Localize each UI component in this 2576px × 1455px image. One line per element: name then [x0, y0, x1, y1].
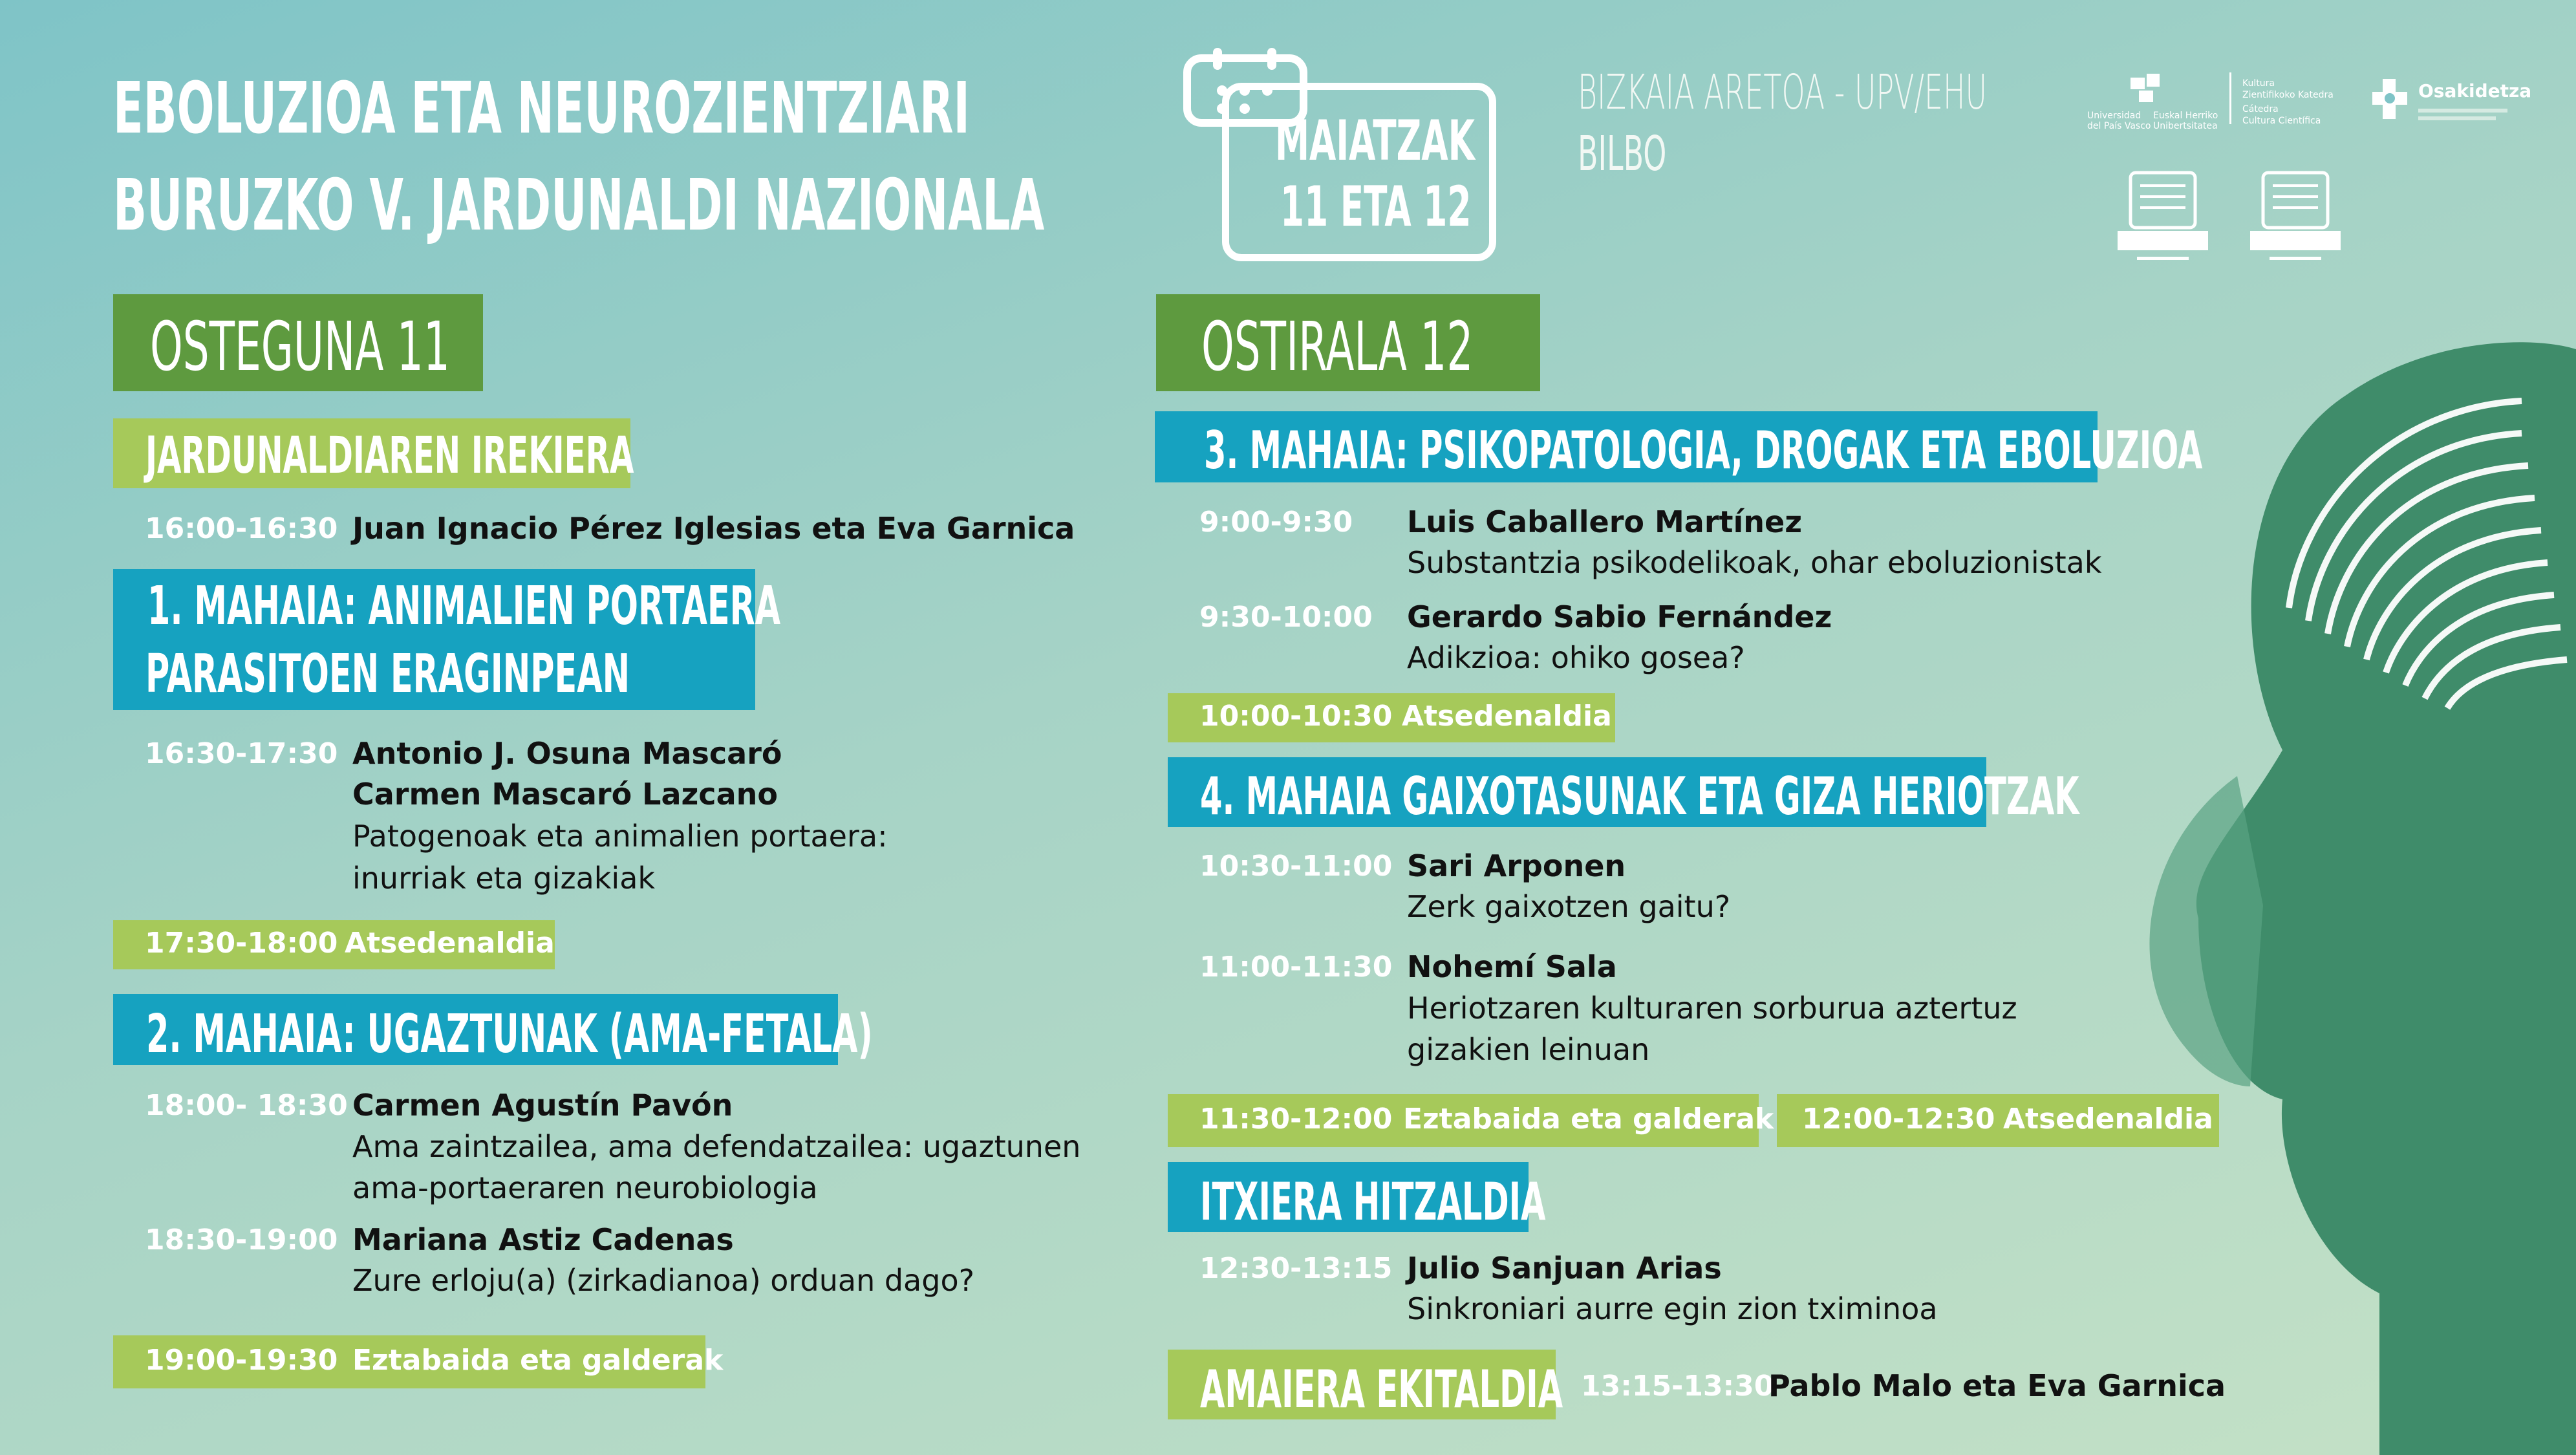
head-silhouette-graphic — [2069, 194, 2576, 1455]
katedra-text-1: Kultura — [2242, 78, 2275, 89]
panel4-t2-speaker: Nohemí Sala — [1407, 949, 1617, 984]
osakidetza-logo-icon — [2370, 76, 2410, 122]
gobierno-vasco-seal-2 — [2247, 169, 2344, 266]
panel4-t2-talk-line-1: Heriotzaren kulturaren sorburua aztertuz — [1407, 991, 2017, 1026]
closing-speaker: Pablo Malo eta Eva Garnica — [1768, 1368, 2226, 1403]
katedra-text-4: Cultura Científica — [2242, 116, 2321, 126]
panel1-label-line-1: 1. MAHAIA: ANIMALIEN PORTAERA — [147, 576, 781, 637]
panel4-t1-talk: Zerk gaixotzen gaitu? — [1407, 889, 1731, 924]
event-title-line-1: EBOLUZIOA ETA NEUROZIENTZIARI — [113, 67, 970, 149]
closing-talk-speaker: Julio Sanjuan Arias — [1407, 1251, 1722, 1286]
katedra-text-2: Zientifikoko Katedra — [2242, 90, 2334, 100]
closing-talk-title: Sinkroniari aurre egin zion tximinoa — [1407, 1291, 1938, 1326]
panel2-t2-speaker: Mariana Astiz Cadenas — [352, 1222, 734, 1257]
panel3-t2-talk: Adikzioa: ohiko gosea? — [1407, 640, 1745, 675]
panel2-t1-time: 18:00- 18:30 — [145, 1089, 348, 1122]
panel1-talk-line-1: Patogenoak eta animalien portaera: — [352, 819, 888, 854]
date-line-1: MAIATZAK — [1275, 109, 1475, 173]
panel3-t1-talk: Substantzia psikodelikoak, ohar eboluzionistak — [1407, 545, 2102, 580]
opening-time: 16:00-16:30 — [145, 512, 338, 545]
closing-label: AMAIERA EKITALDIA — [1200, 1359, 1563, 1419]
upv-text-1: Universidad — [2087, 111, 2141, 121]
panel3-label: 3. MAHAIA: PSIKOPATOLOGIA, DROGAK ETA EBOLUZIOA — [1204, 420, 2203, 480]
ehu-text-1: Euskal Herriko — [2153, 111, 2218, 121]
ehu-text-2: Unibertsitatea — [2153, 121, 2218, 131]
panel3-t2-time: 9:30-10:00 — [1199, 601, 1373, 634]
katedra-text-3: Cátedra — [2242, 104, 2279, 114]
day1-debate-time: 19:00-19:30 — [145, 1344, 338, 1377]
upv-ehu-logo — [2127, 71, 2166, 107]
panel1-label-line-2: PARASITOEN ERAGINPEAN — [145, 643, 630, 705]
venue-line-1: BIZKAIA ARETOA - UPV/EHU — [1578, 65, 1988, 120]
panel2-t1-talk-line-1: Ama zaintzailea, ama defendatzailea: ugaztunen — [352, 1129, 1081, 1164]
panel3-t1-time: 9:00-9:30 — [1199, 506, 1353, 539]
closing-time: 13:15-13:30 — [1581, 1370, 1774, 1403]
day2-debate-label: Eztabaida eta galderak — [1403, 1103, 1774, 1136]
logo-divider — [2229, 72, 2231, 124]
venue-line-2: BILBO — [1578, 126, 1667, 182]
day2-break2-label: Atsedenaldia — [2003, 1103, 2213, 1136]
date-line-2: 11 ETA 12 — [1280, 175, 1472, 239]
gobierno-vasco-seal-1 — [2114, 169, 2211, 266]
panel4-t1-speaker: Sari Arponen — [1407, 848, 1626, 883]
closing-talk-label: ITXIERA HITZALDIA — [1200, 1172, 1546, 1232]
panel2-t2-time: 18:30-19:00 — [145, 1223, 338, 1256]
panel4-t2-talk-line-2: gizakien leinuan — [1407, 1032, 1650, 1067]
panel3-t2-speaker: Gerardo Sabio Fernández — [1407, 599, 1832, 634]
panel2-t1-speaker: Carmen Agustín Pavón — [352, 1088, 733, 1123]
day2-break2-time: 12:00-12:30 — [1802, 1103, 1995, 1136]
day2-break1-time: 10:00-10:30 — [1199, 700, 1393, 733]
day2-label: OSTIRALA 12 — [1201, 307, 1474, 386]
day2-debate-time: 11:30-12:00 — [1199, 1103, 1393, 1136]
closing-talk-time: 12:30-13:15 — [1199, 1252, 1393, 1285]
panel2-t2-talk: Zure erloju(a) (zirkadianoa) orduan dago? — [352, 1263, 975, 1298]
day1-label: OSTEGUNA 11 — [150, 307, 450, 386]
upv-text-2: del País Vasco — [2087, 121, 2151, 131]
day1-break-label: Atsedenaldia — [345, 927, 555, 960]
panel2-t1-talk-line-2: ama-portaeraren neurobiologia — [352, 1170, 818, 1205]
panel1-talk-line-2: inurriak eta gizakiak — [352, 861, 656, 896]
panel4-t1-time: 10:30-11:00 — [1199, 850, 1393, 883]
panel3-t1-speaker: Luis Caballero Martínez — [1407, 504, 1803, 539]
event-title-line-2: BURUZKO V. JARDUNALDI NAZIONALA — [113, 164, 1045, 246]
panel4-label: 4. MAHAIA GAIXOTASUNAK ETA GIZA HERIOTZAK — [1200, 766, 2079, 826]
panel1-speaker-2: Carmen Mascaró Lazcano — [352, 777, 778, 812]
day1-debate-label: Eztabaida eta galderak — [352, 1344, 724, 1377]
panel1-speaker-1: Antonio J. Osuna Mascaró — [352, 736, 782, 771]
osakidetza-logo-text: Osakidetza — [2418, 80, 2532, 102]
panel2-label: 2. MAHAIA: UGAZTUNAK (AMA-FETALA) — [146, 1004, 873, 1065]
opening-speaker: Juan Ignacio Pérez Iglesias eta Eva Garnica — [352, 511, 1075, 546]
day2-break1-label: Atsedenaldia — [1402, 700, 1612, 733]
panel4-t2-time: 11:00-11:30 — [1199, 951, 1393, 984]
day1-break-time: 17:30-18:00 — [145, 927, 338, 960]
opening-label: JARDUNALDIAREN IREKIERA — [145, 427, 634, 485]
osakidetza-sub — [2418, 109, 2507, 113]
panel1-time: 16:30-17:30 — [145, 737, 338, 770]
osakidetza-sub-2 — [2418, 116, 2496, 120]
